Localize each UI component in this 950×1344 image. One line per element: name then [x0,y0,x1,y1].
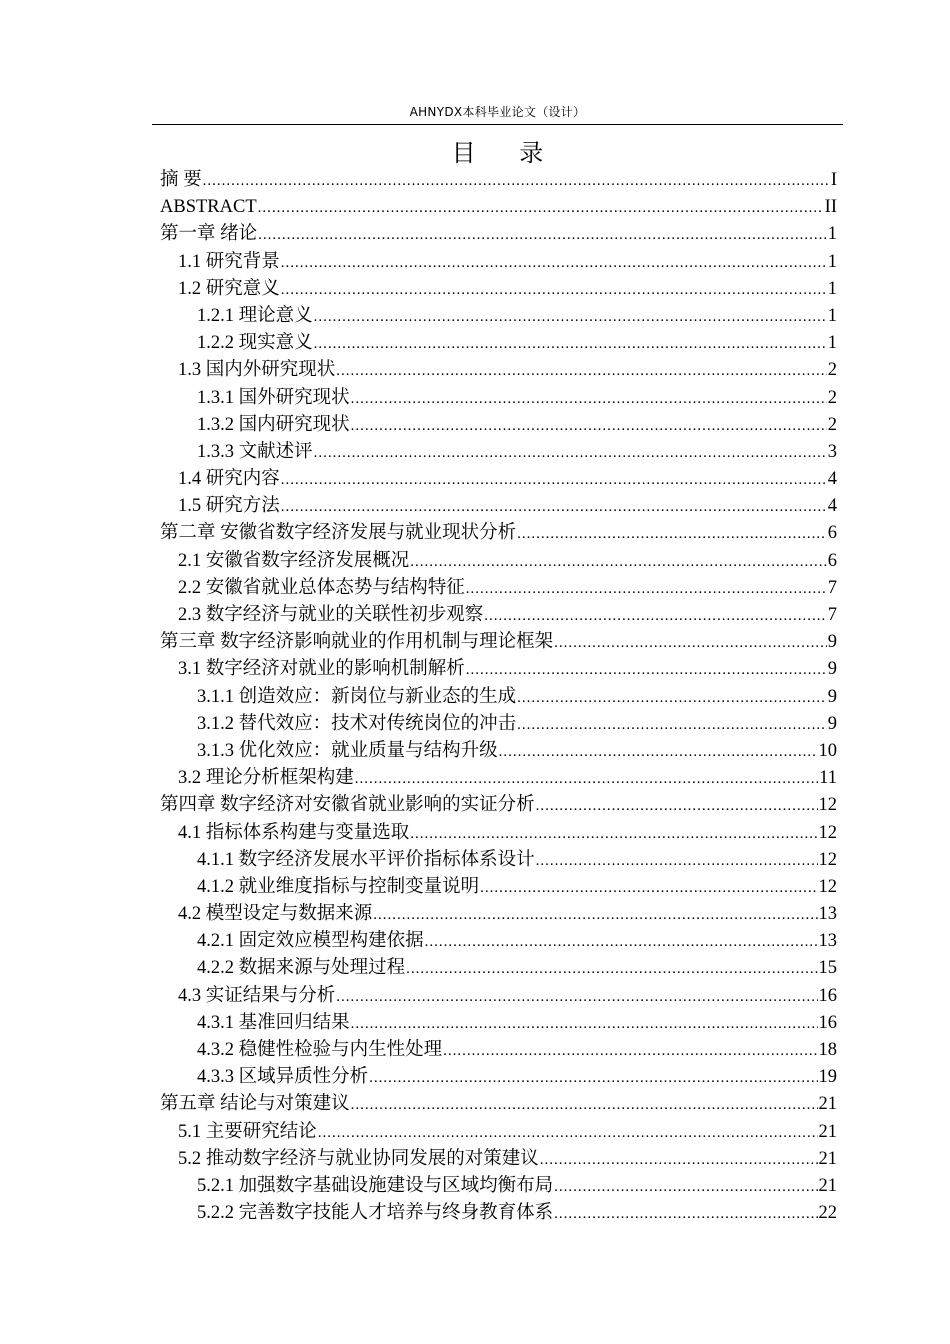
toc-entry-title: 摘 要 [160,170,202,190]
toc-entry-page: 1 [827,305,837,326]
toc-entry[interactable] [160,194,837,221]
toc-entry-title: ABSTRACT [160,197,257,218]
toc-entry[interactable] [160,820,837,847]
dot-leader [281,250,827,277]
toc-entry-page: 2 [827,387,837,408]
toc-entry-title: 第五章 结论与对策建议 [160,1094,350,1115]
toc-entry-title: 3.2 理论分析框架构建 [178,768,354,789]
toc-entry-title: 第四章 数字经济对安徽省就业影响的实证分析 [160,795,535,816]
dot-leader [336,358,826,385]
toc-entry-title: 1.3.3 文献述评 [197,441,313,462]
toc-entry[interactable] [160,874,837,901]
toc-entry[interactable] [160,738,837,765]
toc-entry-title: 4.2.2 数据来源与处理过程 [197,958,406,979]
dot-leader [281,494,827,521]
toc-entry-page: 10 [818,740,837,761]
toc-entry-title: 1.3 国内外研究现状 [178,360,336,381]
dot-leader [314,440,827,467]
dot-leader [499,739,818,766]
toc-entry[interactable] [160,847,837,874]
toc-entry-page: 22 [818,1203,837,1224]
toc-entry[interactable] [160,765,837,792]
toc-entry-title: 2.3 数字经济与就业的关联性初步观察 [178,605,484,625]
toc-entry-page: 9 [827,686,837,707]
toc-entry[interactable] [160,221,837,248]
toc-entry[interactable] [160,602,837,629]
toc-entry[interactable] [160,385,837,412]
toc-entry-title: 4.1 指标体系构建与变量选取 [178,822,410,843]
toc-entry-title: 3.1 数字经济对就业的影响机制解析 [178,659,465,680]
toc-entry-page: 21 [818,1094,837,1115]
toc-entry-title: 4.3.1 基准回归结果 [197,1012,350,1033]
toc-entry[interactable] [160,1091,837,1118]
toc-entry-page: 13 [818,904,837,925]
dot-leader [443,1038,817,1065]
dot-leader [480,875,817,902]
toc-entry[interactable] [160,520,837,547]
toc-entry[interactable] [160,1173,837,1200]
toc-entry[interactable] [160,792,837,819]
toc-entry-page: 13 [818,931,837,952]
dot-leader [425,929,818,956]
toc-entry-page: 2 [827,414,837,435]
page-header: AHNYDX本科毕业论文（设计） [409,105,586,119]
toc-entry[interactable] [160,1037,837,1064]
toc-entry-title: 4.2.1 固定效应模型构建依据 [197,931,424,952]
dot-leader [410,549,826,576]
toc-entry[interactable] [160,303,837,330]
toc-entry-page: 12 [818,849,837,870]
toc-entry[interactable] [160,575,837,602]
toc-entry-title: 2.2 安徽省就业总体态势与结构特征 [178,577,465,598]
dot-leader [536,848,818,875]
toc-entry[interactable] [160,928,837,955]
toc-entry-title: 4.1.1 数字经济发展水平评价指标体系设计 [197,849,535,870]
toc-entry-title: 4.3.2 稳健性检验与内生性处理 [197,1040,443,1060]
toc-entry[interactable] [160,1146,837,1173]
toc-entry-title: 4.2 模型设定与数据来源 [178,904,373,925]
dot-leader [351,413,827,440]
toc-entry-title: 5.2 推动数字经济与就业协同发展的对策建议 [178,1148,539,1169]
dot-leader [314,304,827,331]
toc-entry-page: 4 [827,496,837,517]
toc-entry-title: 1.3.2 国内研究现状 [197,414,350,435]
toc-entry-title: 1.2.1 理论意义 [197,305,313,326]
toc-entry-page: 21 [818,1175,837,1196]
toc-entry-title: 4.1.2 就业维度指标与控制变量说明 [197,876,480,897]
toc-entry-page: 16 [818,985,837,1006]
toc-entry-title: 2.1 安徽省数字经济发展概况 [178,550,410,571]
dot-leader [258,195,824,222]
dot-leader [536,793,818,820]
dot-leader [554,630,827,657]
toc-entry[interactable] [160,439,837,466]
dot-leader [554,1201,817,1228]
toc-entry-page: 11 [819,768,837,789]
toc-entry-page: 1 [827,224,837,245]
toc-entry-page: 9 [827,659,837,680]
toc-entry[interactable] [160,901,837,928]
toc-entry-page: 12 [818,822,837,843]
dot-leader [540,1147,818,1174]
toc-entry[interactable] [160,1064,837,1091]
dot-leader [203,168,830,195]
toc-entry[interactable] [160,466,837,493]
dot-leader [484,603,826,630]
dot-leader [351,1011,818,1038]
dot-leader [410,821,817,848]
table-of-contents [160,167,837,1227]
toc-entry-title: 1.1 研究背景 [178,251,280,272]
toc-entry[interactable] [160,684,837,711]
toc-entry[interactable] [160,330,837,357]
toc-entry[interactable] [160,1200,837,1227]
dot-leader [466,657,827,684]
toc-entry-page: 15 [818,958,837,979]
toc-entry-title: 4.3.3 区域异质性分析 [197,1067,369,1088]
toc-entry[interactable] [160,412,837,439]
toc-entry[interactable] [160,167,837,194]
toc-entry-page: 21 [818,1121,837,1142]
toc-entry[interactable] [160,493,837,520]
dot-leader [355,766,818,793]
toc-entry-page: 7 [827,605,837,625]
toc-entry-page: 1 [827,251,837,272]
toc-entry[interactable] [160,955,837,982]
toc-entry[interactable] [160,711,837,738]
toc-entry-page: I [830,170,837,190]
toc-title: 目 录 [451,139,562,167]
toc-entry-title: 第二章 安徽省数字经济发展与就业现状分析 [160,523,517,544]
toc-entry-page: 7 [827,577,837,598]
dot-leader [373,902,817,929]
toc-entry-title: 1.2 研究意义 [178,278,280,299]
dot-leader [406,956,817,983]
toc-entry-page: 6 [827,550,837,571]
toc-entry[interactable] [160,656,837,683]
dot-leader [466,576,827,603]
toc-entry-title: 第三章 数字经济影响就业的作用机制与理论框架 [160,632,554,653]
dot-leader [281,277,827,304]
toc-entry-page: II [824,197,837,218]
dot-leader [351,386,827,413]
toc-entry[interactable] [160,983,837,1010]
toc-entry-page: 12 [818,876,837,897]
dot-leader [351,1092,818,1119]
dot-leader [314,331,827,358]
toc-entry-title: 3.1.1 创造效应：新岗位与新业态的生成 [197,686,517,707]
dot-leader [258,222,827,249]
dot-leader [517,712,827,739]
toc-entry-title: 4.3 实证结果与分析 [178,985,336,1006]
toc-entry[interactable] [160,1010,837,1037]
toc-entry-title: 5.2.2 完善数字技能人才培养与终身教育体系 [197,1203,554,1224]
toc-entry-title: 3.1.3 优化效应：就业质量与结构升级 [197,740,498,761]
toc-entry[interactable] [160,249,837,276]
dot-leader [281,467,827,494]
toc-entry-page: 1 [827,333,837,354]
toc-entry[interactable] [160,548,837,575]
toc-entry[interactable] [160,357,837,384]
header-rule [152,124,843,125]
toc-entry-page: 3 [827,441,837,462]
toc-entry-title: 第一章 绪论 [160,224,258,245]
toc-entry-title: 1.2.2 现实意义 [197,333,313,354]
toc-entry-page: 21 [818,1148,837,1169]
dot-leader [336,984,817,1011]
toc-entry-page: 9 [827,713,837,734]
toc-entry-page: 1 [827,278,837,299]
dot-leader [318,1120,818,1147]
dot-leader [554,1174,817,1201]
toc-entry-title: 1.3.1 国外研究现状 [197,387,350,408]
toc-entry-page: 18 [818,1040,837,1060]
dot-leader [517,685,827,712]
toc-entry-page: 4 [827,469,837,490]
toc-entry-title: 5.2.1 加强数字基础设施建设与区域均衡布局 [197,1175,554,1196]
toc-entry[interactable] [160,1119,837,1146]
toc-entry[interactable] [160,276,837,303]
toc-entry[interactable] [160,629,837,656]
toc-entry-page: 6 [827,523,837,544]
toc-entry-title: 1.5 研究方法 [178,496,280,517]
toc-entry-title: 3.1.2 替代效应：技术对传统岗位的冲击 [197,713,517,734]
toc-entry-page: 12 [818,795,837,816]
toc-entry-page: 16 [818,1012,837,1033]
dot-leader [369,1065,817,1092]
toc-entry-title: 1.4 研究内容 [178,469,280,490]
toc-entry-page: 9 [827,632,837,653]
toc-entry-title: 5.1 主要研究结论 [178,1121,317,1142]
dot-leader [517,521,827,548]
toc-entry-page: 2 [827,360,837,381]
toc-entry-page: 19 [818,1067,837,1088]
